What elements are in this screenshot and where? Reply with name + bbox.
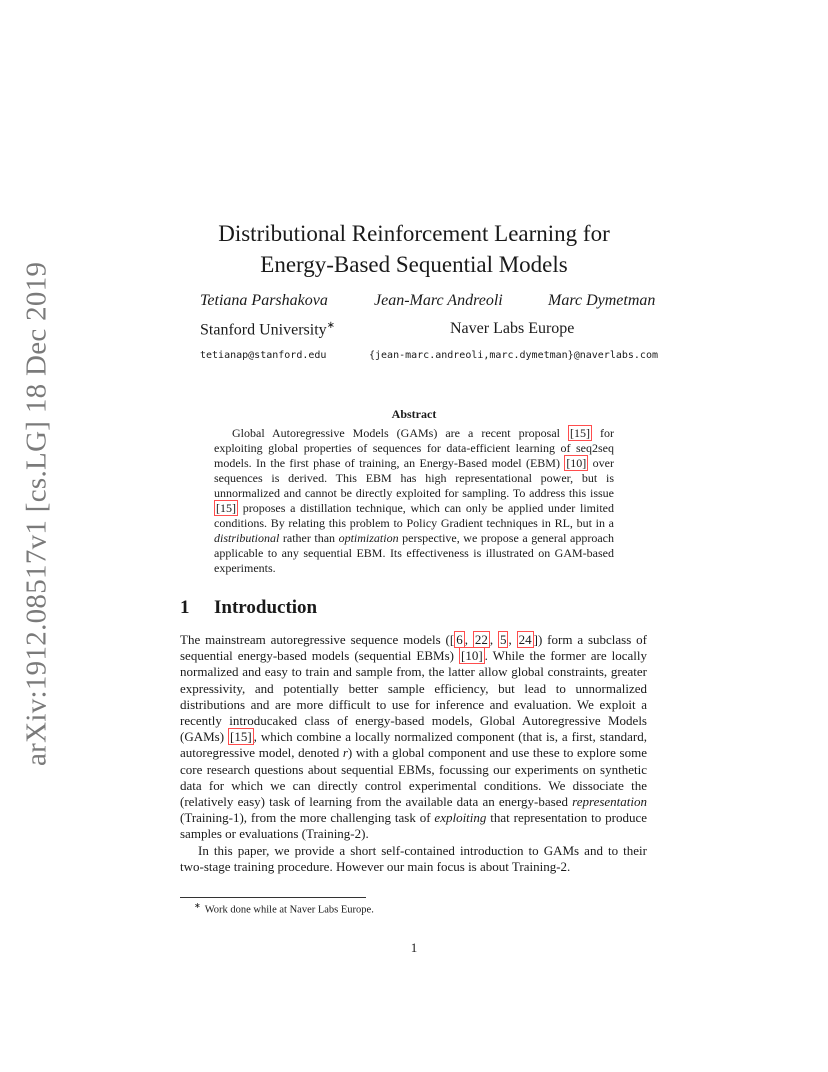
affiliation-stanford [200,320,335,339]
title-line-1: Distributional Reinforcement Learning for [218,221,610,246]
email-stanford[interactable]: tetianap@stanford.edu [200,350,327,361]
abstract-fragment: rather than [279,531,339,545]
text-emphasis: representation [572,794,647,810]
arxiv-identifier: arXiv:1912.08517v1 [cs.LG] 18 Dec 2019 [20,261,53,767]
intro-paragraph-2: In this paper, we provide a short self-contained introduction to GAMs and to their two-stage training procedure. However our main focus is about Training-2. [180,842,647,874]
abstract-fragment: proposes a distillation technique, which can only be applied under limited conditions. By relating this problem to Policy Gradient techniques in RL, but in a [214,501,614,530]
citation-link[interactable]: [15] [570,426,590,440]
abstract-heading: Abstract [391,407,437,421]
text-fragment: , [508,632,517,647]
email-naver[interactable]: {jean-marc.andreoli,marc.dymetman}@naverlabs.com [369,350,658,361]
text-emphasis: r [342,745,348,761]
section-number: 1 [180,597,190,618]
text-fragment: (Training-1), from the more challenging task of [180,810,435,826]
abstract-emphasis: distributional [214,531,280,545]
text-fragment: that representation to produce samples or evaluations (Training-2). [180,810,648,842]
text-fragment: . While the former are locally normalized and easy to train and sample from, the latter allow global constraints, greater expressivity, and potentially better sample efficiency, but lead to unnormalized distributions and are more difficult to use for inference and evaluation. We exploit a recently introducaked class of energy-based models, Global Autoregressive Models (GAMs) [180,648,647,745]
text-fragment: ) with a global component and use these to explore some core research questions about sequential EBMs, focussing our experiments on synthetic data for which we can directly control experimental conditions. We dissociate the (relatively easy) task of learning from the available data an energy-based [180,745,647,810]
author-dymetman: Marc Dymetman [548,292,656,309]
footnote-rule [180,897,366,898]
text-fragment: The mainstream autoregressive sequence models ([ [180,632,455,647]
affiliation-stanford-name: Stanford University [200,321,327,339]
abstract-fragment: perspective, we propose a general approach applicable to any sequential EBM. Its effectiveness is illustrated on GAM-based experiments. [214,531,615,575]
citation-link[interactable]: 6 [456,632,463,647]
affiliation-footnote-mark: ∗ [326,320,336,331]
footnote [194,901,374,916]
section-heading [180,597,317,619]
title-line-2: Energy-Based Sequential Models [260,252,568,277]
abstract-emphasis: optimization [338,531,399,545]
author-parshakova: Tetiana Parshakova [200,292,328,309]
citation-link[interactable]: [15] [216,501,236,515]
footnote-text: Work done while at Naver Labs Europe. [204,904,374,916]
text-fragment: , [464,632,473,647]
abstract-text [214,426,614,576]
text-fragment: ]) form a subclass of sequential energy-based models (sequential EBMs) [180,632,648,664]
citation-link[interactable]: 5 [499,632,507,647]
citation-link[interactable]: 22 [474,632,488,647]
citation-link[interactable]: 24 [518,632,532,647]
abstract-fragment: for exploiting global properties of sequences for data-efficient learning of seq2seq models. In the first phase of training, an Energy-Based model (EBM) [214,426,615,470]
intro-body [180,632,647,875]
author-andreoli: Jean-Marc Andreoli [374,292,503,309]
abstract-fragment: over sequences is derived. This EBM has high representational power, but is unnormalized and cannot be directly exploited for sampling. To address this issue [214,456,614,500]
section-title: Introduction [214,597,318,618]
footnote-mark: ∗ [194,901,201,910]
text-fragment: , [489,632,498,647]
citation-link[interactable]: [10] [566,456,587,470]
abstract-fragment: Global Autoregressive Models (GAMs) are a recent proposal [232,426,568,440]
citation-link[interactable]: [10] [460,648,483,664]
affiliation-naver: Naver Labs Europe [450,320,575,337]
intro-paragraph-1 [180,632,647,843]
citation-link[interactable]: [15] [229,729,252,745]
text-fragment: , which combine a locally normalized component (that is, a first, standard, autoregressive model, denoted [180,729,647,761]
paper-title [180,218,648,280]
text-emphasis: exploiting [434,810,487,826]
page-number: 1 [410,940,418,955]
